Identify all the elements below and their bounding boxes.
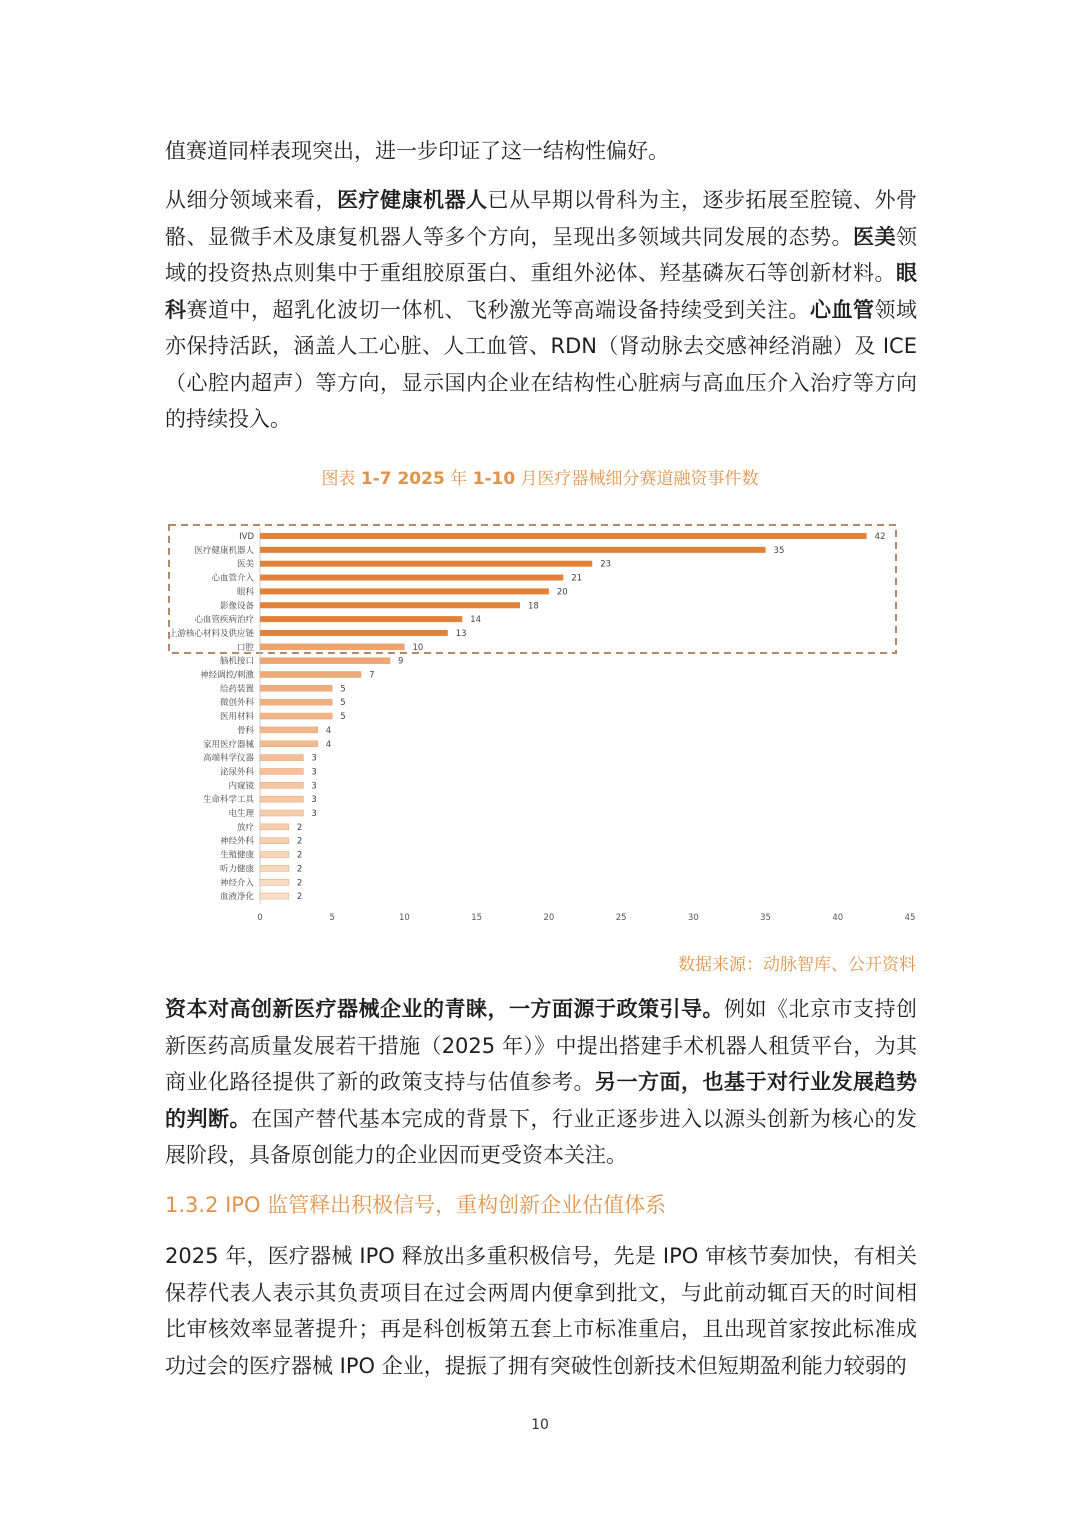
x-tick-label: 30 xyxy=(687,913,699,924)
category-label: 口腔 xyxy=(236,642,254,653)
value-label: 21 xyxy=(571,573,583,584)
text-run: 年 xyxy=(444,469,473,489)
text-run: 领域亦保持活跃，涵盖人工心脏、人工血管、RDN（肾动脉去交感神经消融）及 ICE（心腔内超声）等方向，显示国内企业在结构性心脏病与高血压介入治疗等方向的持续投入。 xyxy=(165,297,917,431)
category-label: 家用医疗器械 xyxy=(202,739,254,750)
text-run: 已从早期以骨科为主，逐步拓展至腔镜、外骨骼、显微手术及康复机器人等多个方向，呈现出多领域共同发展的态势。 xyxy=(165,188,917,249)
text-run: 赛道中，超乳化波切一体机、飞秒激光等高端设备持续受到关注。 xyxy=(186,297,810,322)
value-label: 4 xyxy=(325,739,332,750)
x-tick-label: 45 xyxy=(904,913,916,924)
value-label: 18 xyxy=(528,601,539,612)
bar xyxy=(260,713,332,719)
bold-text-run: 另一方面，也基于对行业发展趋势的判断。 xyxy=(165,1070,917,1131)
category-label: 眼科 xyxy=(236,587,254,598)
value-label: 14 xyxy=(470,615,482,626)
category-label: 神经外科 xyxy=(219,836,254,847)
paragraph-capital xyxy=(165,991,917,1174)
value-label: 7 xyxy=(369,670,375,681)
value-label: 2 xyxy=(296,878,303,889)
value-label: 13 xyxy=(455,628,467,639)
bar xyxy=(260,616,462,622)
bar xyxy=(260,893,289,899)
bold-text-run: 眼科 xyxy=(165,261,917,322)
bold-text-run: 医美 xyxy=(853,224,896,249)
category-label: 骨科 xyxy=(236,725,254,736)
value-label: 5 xyxy=(340,712,346,723)
value-label: 2 xyxy=(296,892,303,903)
bar xyxy=(260,768,303,774)
category-label: 生殖健康 xyxy=(219,850,254,861)
value-label: 3 xyxy=(311,781,317,792)
x-tick-label: 20 xyxy=(543,913,555,924)
bar xyxy=(260,852,289,858)
category-label: 给药装置 xyxy=(219,684,254,695)
category-label: 神经介入 xyxy=(219,878,254,889)
text-run: 领域的投资热点则集中于重组胶原蛋白、重组外泌体、羟基磷灰石等创新材料。 xyxy=(165,224,917,285)
x-tick-label: 15 xyxy=(471,913,483,924)
category-label: 心血管介入 xyxy=(211,573,254,584)
value-label: 2 xyxy=(296,822,303,833)
bar xyxy=(260,755,303,761)
bar xyxy=(260,658,390,664)
bold-text-run: 1-7 2025 xyxy=(360,469,445,489)
value-label: 35 xyxy=(773,545,785,556)
bar xyxy=(260,630,448,636)
category-label: 医疗健康机器人 xyxy=(194,545,254,556)
category-label: 内窥镜 xyxy=(228,781,254,792)
value-label: 10 xyxy=(412,642,424,653)
category-label: 泌尿外科 xyxy=(219,767,254,778)
x-tick-label: 40 xyxy=(832,913,844,924)
bar xyxy=(260,741,318,747)
category-label: 脑机接口 xyxy=(219,656,254,667)
value-label: 2 xyxy=(296,864,303,875)
value-label: 23 xyxy=(600,559,612,570)
bold-text-run: 医疗健康机器人 xyxy=(337,188,488,212)
chart-source-note: 数据来源：动脉智库、公开资料 xyxy=(678,955,916,975)
value-label: 42 xyxy=(874,532,886,542)
page-number: 10 xyxy=(531,1417,549,1433)
category-label: 生命科学工具 xyxy=(202,795,254,806)
text-run: 图表 xyxy=(321,469,361,489)
value-label: 3 xyxy=(311,795,317,806)
category-label: 听力健康 xyxy=(219,864,254,875)
bar xyxy=(260,727,318,733)
bar xyxy=(260,588,549,594)
bar xyxy=(260,865,289,871)
category-label: 电生理 xyxy=(228,809,254,819)
text-run: 从细分领域来看， xyxy=(165,188,337,212)
category-label: 上游核心材料及供应链 xyxy=(168,628,254,639)
category-label: 医用材料 xyxy=(219,712,254,723)
value-label: 20 xyxy=(556,587,568,598)
bar xyxy=(260,699,332,705)
bar xyxy=(260,547,766,553)
text-run: 月医疗器械细分赛道融资事件数 xyxy=(515,469,759,489)
text-run: 在国产替代基本完成的背景下，行业正逐步进入以源头创新为核心的发展阶段，具备原创能力的企业因而更受资本关注。 xyxy=(165,1106,917,1167)
bar-chart xyxy=(0,518,1080,928)
bar xyxy=(260,685,332,691)
bold-text-run: 1-10 xyxy=(472,469,516,489)
bar xyxy=(260,782,303,788)
category-label: 医美 xyxy=(236,559,254,570)
value-label: 2 xyxy=(296,850,303,861)
paragraph-subsegments xyxy=(165,182,917,438)
bar xyxy=(260,644,404,650)
section-heading: 1.3.2 IPO 监管释出积极信号，重构创新企业估值体系 xyxy=(165,1193,667,1217)
value-label: 3 xyxy=(311,809,317,819)
category-label: 高端科学仪器 xyxy=(202,753,254,764)
bar xyxy=(260,575,563,581)
value-label: 4 xyxy=(325,725,332,736)
bar xyxy=(260,838,289,844)
x-tick-label: 0 xyxy=(257,913,263,924)
bar xyxy=(260,879,289,885)
bar xyxy=(260,824,289,830)
bar xyxy=(260,672,361,678)
value-label: 9 xyxy=(398,656,404,667)
category-label: 心血管疾病治疗 xyxy=(194,615,254,626)
bar xyxy=(260,796,303,802)
bar xyxy=(260,561,592,567)
paragraph-ipo: 2025 年，医疗器械 IPO 释放出多重积极信号，先是 IPO 审核节奏加快，有相关保荐代表人表示其负责项目在过会两周内便拿到批文，与此前动辄百天的时间相比审核效率显著提升；再是科创板第五套上市标准重启，且出现首家按此标准成功过会的医疗器械 IPO 企业，提振了拥有突破性创新技术但短期盈利能力较弱的 xyxy=(165,1244,917,1378)
value-label: 5 xyxy=(340,698,346,709)
x-tick-label: 5 xyxy=(329,913,335,924)
chart-caption xyxy=(0,464,1080,489)
bold-text-run: 心血管 xyxy=(810,297,875,322)
category-label: 影像设备 xyxy=(219,601,254,612)
category-label: 神经调控/刺激 xyxy=(200,670,254,681)
value-label: 2 xyxy=(296,836,303,847)
bar xyxy=(260,810,303,816)
x-tick-label: 25 xyxy=(615,913,627,924)
bar xyxy=(260,533,867,539)
category-label: IVD xyxy=(239,532,254,542)
x-tick-label: 10 xyxy=(399,913,410,924)
bar xyxy=(260,602,520,608)
category-label: 微创外科 xyxy=(219,698,254,709)
x-tick-label: 35 xyxy=(760,913,771,924)
text-run: 例如《北京市支持创新医药高质量发展若干措施（2025 年）》中提出搭建手术机器人租赁平台，为其商业化路径提供了新的政策支持与估值参考。 xyxy=(165,997,917,1094)
category-label: 血液净化 xyxy=(219,892,254,903)
value-label: 5 xyxy=(340,684,346,695)
value-label: 3 xyxy=(311,753,317,764)
value-label: 3 xyxy=(311,767,317,778)
category-label: 放疗 xyxy=(236,822,254,833)
paragraph-continuation: 值赛道同样表现突出，进一步印证了这一结构性偏好。 xyxy=(165,139,669,163)
bold-text-run: 资本对高创新医疗器械企业的青睐，一方面源于政策引导。 xyxy=(165,997,724,1021)
